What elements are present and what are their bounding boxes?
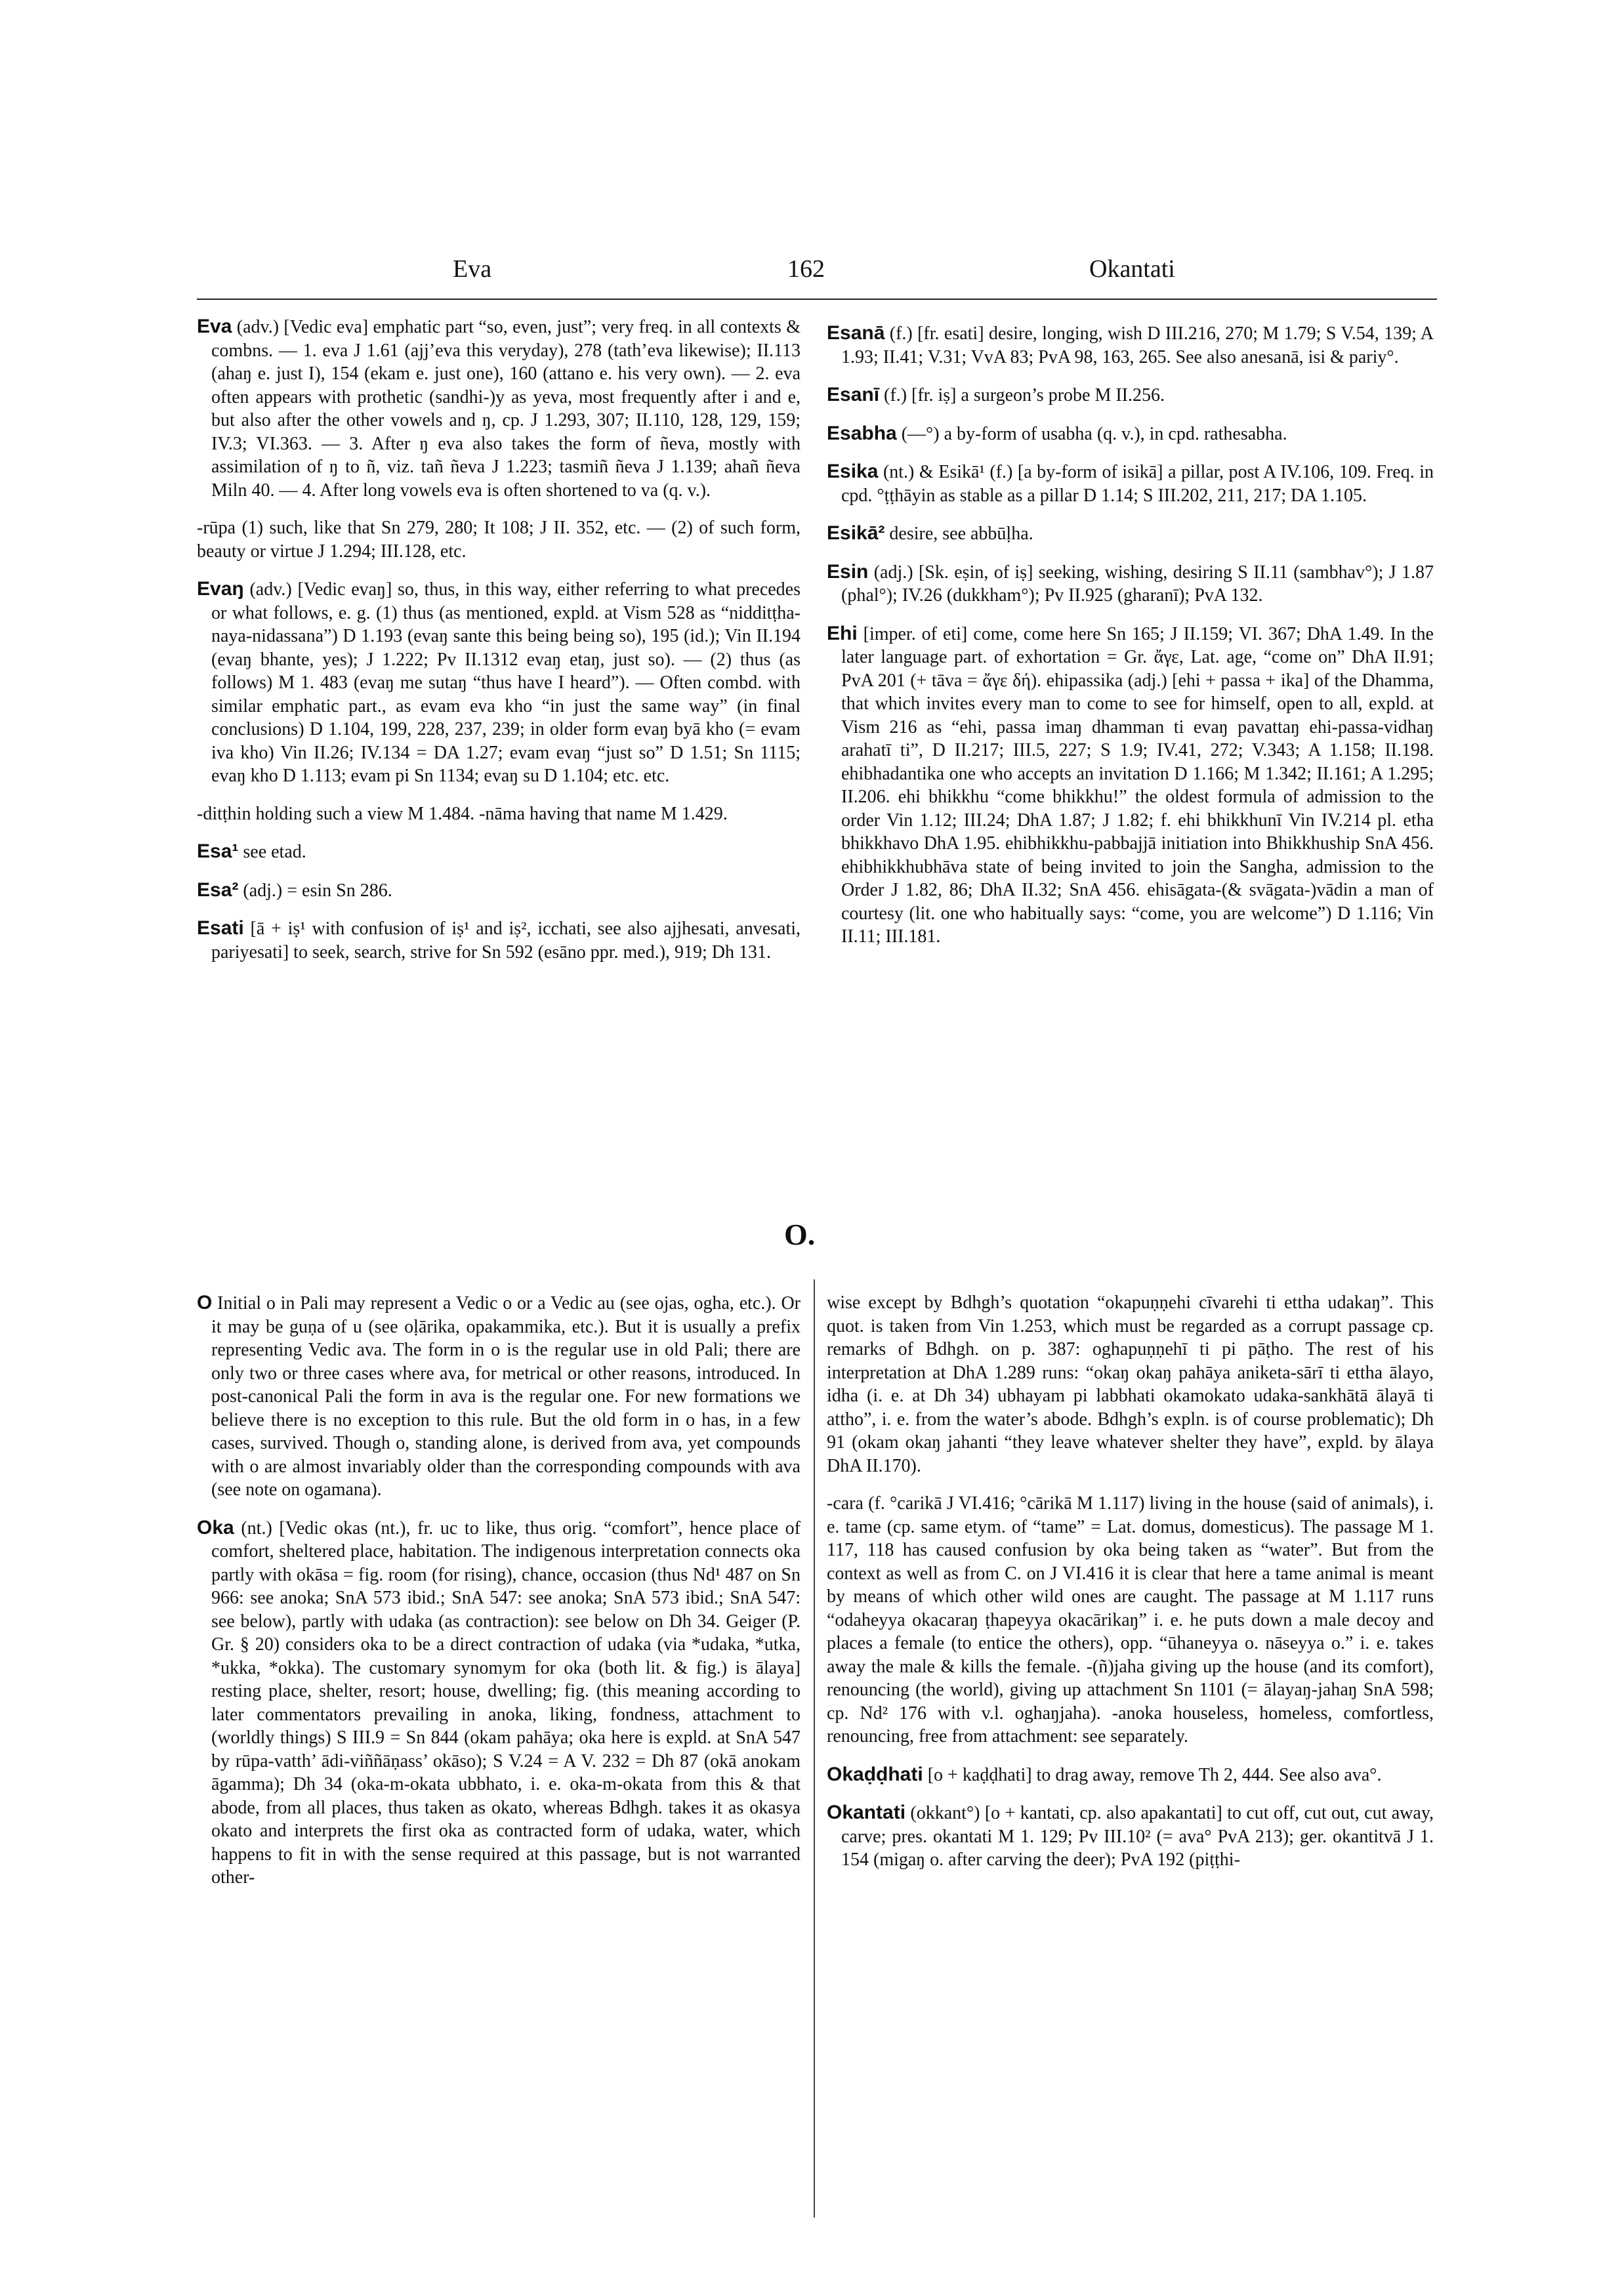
headword: Esanā: [827, 322, 885, 344]
entry: [197, 802, 801, 826]
entry-text: wise except by Bdhgh’s quotation “okapuṇṇehi cīvarehi ti ettha udakaŋ”. This quot. is taken from Vin 1.253, which must be regarded as a corrupt passage cp. remarks of Bdhgh. on p. 387: oghapuṇṇehī ti pi pāṭho. The rest of his interpretation at DhA 1.289 runs: “okaŋ okaŋ pahāya aniketa-sārī ti ettha ālayo, idha (i. e. at Dh 34) ubhayam pi labbhati okamokato udaka-sankhātā ālayā ti attho”, i. e. from the water’s abode. Bdhgh’s expln. is of course problematic); Dh 91 (okam okaŋ jahanti “they leave whatever shelter they have”, expld. by ālaya DhA II.170).: [827, 1292, 1434, 1476]
entry: [197, 315, 801, 502]
headword: Esin: [827, 560, 869, 583]
entry: [197, 1516, 801, 1890]
entry-text: -ditṭhin holding such a view M 1.484. -nāma having that name M 1.429.: [197, 803, 728, 824]
page-number: 162: [787, 255, 825, 283]
entry: [827, 1492, 1434, 1748]
column-top-left: [197, 315, 801, 978]
entry: [827, 460, 1434, 507]
entry: [197, 1291, 801, 1502]
entry: [827, 560, 1434, 608]
headword: Ehi: [827, 622, 858, 644]
entry-text: see etad.: [243, 842, 306, 862]
column-bottom-right: [827, 1291, 1434, 1886]
headword: Esabha: [827, 422, 897, 444]
headword: Esanī: [827, 384, 880, 405]
headword: O: [197, 1292, 213, 1313]
entry-text: -cara (f. °carikā J VI.416; °cārikā M 1.117) living in the house (said of animals), i. e. tame (cp. same etym. of “tame” = Lat. domus, domesticus). The passage M 1. 117, 118 has caused confusion by oka being taken as “water”. But from the context as well as from C. on J VI.416 it is clear that here a tame animal is meant by means of which other wild ones are caught. The passage at M 1.117 runs “odaheyya okacaraŋ ṭhapeyya okacārikaŋ” i. e. he puts down a male decoy and places a female (to entice the others), opp. “ūhaneyya o. nāseyya o.” i. e. takes away the male & kills the female. -(ñ)jaha giving up the house (and its comfort), renouncing (the world), giving up attachment Sn 1101 (= ālayaŋ-jahaŋ SnA 598; cp. Nd² 176 with v.l. oghaŋjaha). -anoka houseless, homeless, comfortless, renouncing, free from attachment: see separately.: [827, 1493, 1434, 1747]
entry: [197, 840, 801, 864]
entry-text: (f.) [fr. iṣ] a surgeon’s probe M II.256.: [884, 385, 1165, 405]
column-bottom-left: [197, 1291, 801, 1904]
entry-text: (nt.) [Vedic okas (nt.), fr. uc to like, thus orig. “comfort”, hence place of comfort, sheltered place, habitation. The indigenous interpretation connects oka partly with okāsa = fig. room (for rising), chance, occasion (thus Nd¹ 487 on Sn 966: see anoka; SnA 573 ibid.; SnA 547: see anoka; SnA 573 ibid.; SnA 547: see below), partly with udaka (as contraction): see below on Dh 34. Geiger (P. Gr. § 20) considers oka to be a direct contraction of udaka (via *udaka, *utka, *ukka, *okka). The customary synomym for oka (both lit. & fig.) is ālaya] resting place, shelter, resort; house, dwelling; fig. (this meaning according to later commentators prevailing in anoka, liking, fondness, attachment to (worldly things) S III.9 = Sn 844 (okam pahāya; oka here is expld. at SnA 547 by rūpa-vatth’ ādi-viññāṇass’ okāso); S V.24 = A V. 232 = Dh 87 (okā anokam āgamma); Dh 34 (oka-m-okata ubbhato, i. e. oka-m-okata from this & that abode, from all places, thus taken as okato, whereas Bdhgh. takes it as okasya okato and interprets the first oka as contracted form of udaka, water, which happens to fit in with the sense required at this passage, but is not warranted other-: [211, 1518, 801, 1888]
entry-text: (okkant°) [o + kantati, cp. also apakantati] to cut off, cut out, cut away, carve; pres. okantati M 1. 129; Pv III.10² (= ava° PvA 213); ger. okantitvā J 1. 154 (migaŋ o. after carving the deer); PvA 192 (piṭṭhi-: [841, 1803, 1434, 1870]
headword: Evaŋ: [197, 578, 244, 600]
running-head-left: Eva: [453, 255, 492, 283]
column-top-right: [827, 321, 1434, 963]
entry: [827, 383, 1434, 407]
headword: Esa¹: [197, 840, 239, 862]
headword: Esikā²: [827, 522, 885, 544]
entry-text: (—°) a by-form of usabha (q. v.), in cpd. rathesabha.: [901, 423, 1287, 444]
entry: [197, 516, 801, 563]
entry-text: (adj.) [Sk. eṣin, of iṣ] seeking, wishing, desiring S II.11 (sambhav°); J 1.87 (phal°); IV.26 (dukkham°); Pv II.925 (gharanī); PvA 132.: [841, 562, 1434, 606]
entry-text: [imper. of eti] come, come here Sn 165; J II.159; VI. 367; DhA 1.49. In the later language part. of exhortation = Gr. ἄγε, Lat. age, “come on” DhA II.91; PvA 201 (+ tāva = ἄγε δή). ehipassika (adj.) [ehi + passa + ika] of the Dhamma, that which invites every man to come to see for himself, open to all, expld. at Vism 216 as “ehi, passa imaŋ dhamman ti evaŋ pavattaŋ ehi-passa-vidhaŋ arahatī ti”, D II.217; III.5, 227; S 1.9; IV.41, 272; V.343; A 1.158; II.198. ehibhadantika one who accepts an invitation D 1.166; M 1.342; II.161; A 1.295; II.206. ehi bhikkhu “come bhikkhu!” the oldest formula of admission to the order Vin 1.12; III.24; DhA 1.87; J 1.82; f. ehi bhikkhunī Vin IV.214 pl. etha bhikkhavo DhA 1.95. ehibhikkhu-pabbajjā initiation into Bhikkhuship SnA 456. ehibhikkhubhāva state of being invited to join the Sangha, admission to the Order J 1.82, 86; DhA II.32; SnA 456. ehisāgata-(& svāgata-)vādin a man of courtesy (lit. one who habitually says: “come, you are welcome”) D 1.116; Vin II.11; III.181.: [841, 623, 1434, 947]
entry: [197, 879, 801, 903]
entry-text: (adv.) [Vedic eva] emphatic part “so, even, just”; very freq. in all contexts & combns. — 1. eva J 1.61 (ajj’eva this veryday), 278 (tath’eva likewise); II.113 (ahaŋ e. just I), 154 (ekam e. just one), 160 (attano e. his very own). — 2. eva often appears with prothetic (sandhi-)y as yeva, most frequently after i and e, but also after the other vowels and ŋ, cp. J 1.293, 307; II.110, 128, 129, 159; IV.3; VI.363. — 3. After ŋ eva also takes the form of ñeva, mostly with assimilation of ŋ to ñ, viz. tañ ñeva J 1.223; tasmiñ ñeva J 1.139; ahañ ñeva Miln 40. — 4. After long vowels eva is often shortened to va (q. v.).: [211, 317, 801, 501]
headword: Okantati: [827, 1802, 906, 1823]
entry: [197, 577, 801, 788]
entry-text: -rūpa (1) such, like that Sn 279, 280; It 108; J II. 352, etc. — (2) of such form, beauty or virtue J 1.294; III.128, etc.: [197, 518, 801, 562]
entry: [827, 622, 1434, 949]
entry: [827, 1763, 1434, 1787]
entry-text: (adv.) [Vedic evaŋ] so, thus, in this way, either referring to what precedes or what follows, e. g. (1) thus (as mentioned, expld. at Vism 528 as “nidditṭha-naya-nidassana”) D 1.193 (evaŋ sante this being being so), 195 (id.); Vin II.194 (evaŋ bhante, yes); J 1.222; Pv II.1312 evaŋ etaŋ, just so). — (2) thus (as follows) M 1. 483 (evaŋ me sutaŋ “thus have I heard”). — Often combd. with similar emphatic part., as evam eva kho “in just the same way” (in final conclusions) D 1.104, 199, 228, 237, 239; in older form evaŋ byā kho (= evam iva kho) Vin II.26; IV.134 = DA 1.27; evam evaŋ “just so” D 1.51; Sn 1115; evaŋ kho D 1.113; evam pi Sn 1134; evaŋ su D 1.104; etc. etc.: [211, 579, 801, 786]
headword: Eva: [197, 316, 232, 337]
entry: [827, 522, 1434, 546]
entry-text: [ā + iṣ¹ with confusion of iṣ¹ and iṣ², icchati, see also ajjhesati, anvesati, pariyesati] to seek, search, strive for Sn 592 (esāno ppr. med.), 919; Dh 131.: [211, 919, 801, 962]
headword: Esati: [197, 917, 244, 939]
entry-continuation: [827, 1291, 1434, 1478]
entry-text: [o + kaḍḍhati] to drag away, remove Th 2, 444. See also ava°.: [927, 1764, 1382, 1785]
entry: [827, 321, 1434, 369]
headword: Oka: [197, 1516, 234, 1539]
entry-text: desire, see abbūḷha.: [889, 524, 1033, 544]
entry: [197, 917, 801, 964]
running-head-right: Okantati: [1089, 255, 1175, 283]
entry-text: Initial o in Pali may represent a Vedic o or a Vedic au (see ojas, ogha, etc.). Or it may be guṇa of u (see oḷārika, opakammika, etc.). But it is usually a prefix representing Vedic ava. The form in o is the regular use in old Pali; there are only two or three cases where ava, for metrical or other reasons, introduced. In post-canonical Pali the form in ava is the regular one. For new formations we believe there is no exception to this rule. But the old form in o has, in a few cases, survived. Though o, standing alone, is derived from ava, yet compounds with o are almost invariably older than the corresponding compounds with ava (see note on ogamana).: [211, 1293, 801, 1500]
section-heading: O.: [784, 1218, 816, 1251]
column-divider: [814, 1279, 815, 2218]
entry-text: (nt.) & Esikā¹ (f.) [a by-form of isikā] a pillar, post A IV.106, 109. Freq. in cpd. °ṭṭhāyin as stable as a pillar D 1.14; S III.202, 211, 217; DA 1.105.: [841, 462, 1434, 506]
headword: Esa²: [197, 879, 239, 901]
header-rule: [197, 299, 1437, 300]
entry: [827, 422, 1434, 446]
entry-text: (adj.) = esin Sn 286.: [243, 880, 392, 901]
headword: Okaḍḍhati: [827, 1763, 923, 1785]
headword: Esika: [827, 461, 879, 482]
entry-text: (f.) [fr. esati] desire, longing, wish D III.216, 270; M 1.79; S V.54, 139; A 1.93; II.41; V.31; VvA 83; PvA 98, 163, 265. See also anesanā, isi & pariy°.: [841, 323, 1434, 367]
entry: [827, 1801, 1434, 1872]
